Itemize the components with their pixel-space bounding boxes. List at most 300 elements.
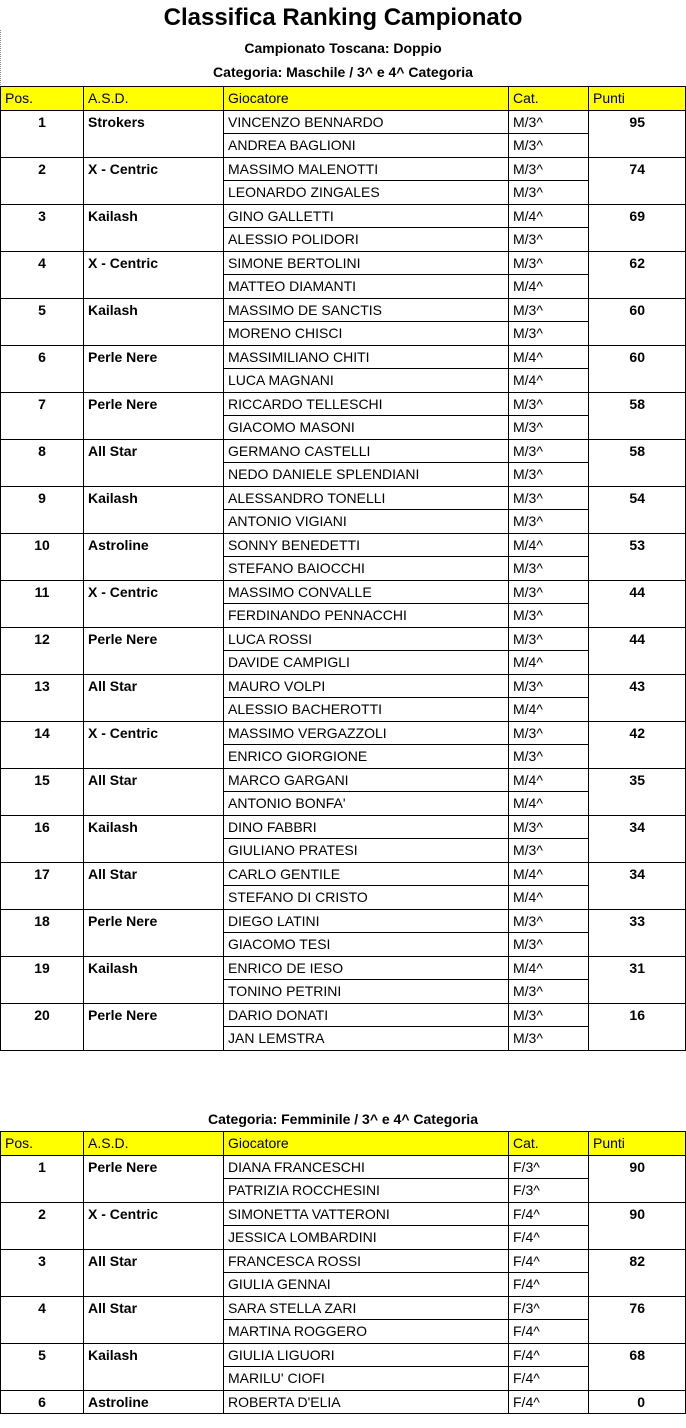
table-row — [1, 792, 686, 816]
position-cell-empty — [1, 416, 84, 440]
category-cell: M/3^ — [509, 228, 589, 252]
table-row — [1, 416, 686, 440]
player-cell: MARILU' CIOFI — [224, 1367, 509, 1391]
club-cell-empty — [84, 181, 224, 205]
position-cell: 16 — [1, 815, 84, 839]
points-cell-empty — [589, 1320, 686, 1344]
category-cell: M/3^ — [509, 298, 589, 322]
player-cell: ALESSIO BACHEROTTI — [224, 698, 509, 722]
position-cell: 1 — [1, 1155, 84, 1179]
club-cell-empty — [84, 228, 224, 252]
player-cell: MASSIMO DE SANCTIS — [224, 298, 509, 322]
club-cell-empty — [84, 416, 224, 440]
category-cell: M/4^ — [509, 204, 589, 228]
position-cell-empty — [1, 886, 84, 910]
position-cell: 10 — [1, 533, 84, 557]
table-row — [1, 1202, 686, 1226]
position-cell-empty — [1, 933, 84, 957]
category-cell: M/3^ — [509, 157, 589, 181]
category-cell: M/3^ — [509, 604, 589, 628]
points-cell: 34 — [589, 815, 686, 839]
position-cell-empty — [1, 510, 84, 534]
points-cell-empty — [589, 369, 686, 393]
club-cell-empty — [84, 134, 224, 158]
table-row — [1, 275, 686, 299]
position-cell-empty — [1, 1027, 84, 1051]
points-cell-empty — [589, 510, 686, 534]
table-row — [1, 651, 686, 675]
category-cell: M/3^ — [509, 580, 589, 604]
points-cell-empty — [589, 181, 686, 205]
player-cell: GIULIA GENNAI — [224, 1273, 509, 1297]
table-row — [1, 298, 686, 322]
player-cell: NEDO DANIELE SPLENDIANI — [224, 463, 509, 487]
club-cell-empty — [84, 1226, 224, 1250]
points-cell-empty — [589, 134, 686, 158]
position-cell-empty — [1, 980, 84, 1004]
position-cell-empty — [1, 1367, 84, 1391]
table-row — [1, 815, 686, 839]
category-cell: M/3^ — [509, 392, 589, 416]
header-pos: Pos. — [1, 1132, 84, 1156]
position-cell: 4 — [1, 251, 84, 275]
category-cell: F/4^ — [509, 1226, 589, 1250]
category-cell: F/4^ — [509, 1202, 589, 1226]
table-row — [1, 862, 686, 886]
club-cell-empty — [84, 745, 224, 769]
table-row — [1, 698, 686, 722]
club-cell: All Star — [84, 674, 224, 698]
club-cell-empty — [84, 1179, 224, 1203]
position-cell-empty — [1, 275, 84, 299]
category-cell: M/3^ — [509, 909, 589, 933]
club-cell: Perle Nere — [84, 392, 224, 416]
female-ranking-table — [0, 1131, 686, 1414]
position-cell-empty — [1, 745, 84, 769]
player-cell: ANTONIO VIGIANI — [224, 510, 509, 534]
table-row — [1, 886, 686, 910]
points-cell-empty — [589, 651, 686, 675]
page-subtitle: Campionato Toscana: Doppio — [244, 40, 442, 56]
club-cell-empty — [84, 980, 224, 1004]
position-cell: 2 — [1, 157, 84, 181]
points-cell-empty — [589, 698, 686, 722]
player-cell: SIMONETTA VATTERONI — [224, 1202, 509, 1226]
points-cell: 69 — [589, 204, 686, 228]
position-cell: 7 — [1, 392, 84, 416]
category-cell: M/3^ — [509, 322, 589, 346]
table-row — [1, 956, 686, 980]
player-cell: GIULIA LIGUORI — [224, 1343, 509, 1367]
table-row — [1, 1155, 686, 1179]
category-cell: M/4^ — [509, 792, 589, 816]
table-row — [1, 439, 686, 463]
header-category: Cat. — [509, 1132, 589, 1156]
points-cell: 90 — [589, 1155, 686, 1179]
player-cell: MASSIMILIANO CHITI — [224, 345, 509, 369]
position-cell: 1 — [1, 110, 84, 134]
header-player: Giocatore — [224, 87, 509, 111]
club-cell: Perle Nere — [84, 627, 224, 651]
position-cell-empty — [1, 651, 84, 675]
position-cell-empty — [1, 369, 84, 393]
table-row — [1, 768, 686, 792]
position-cell-empty — [1, 181, 84, 205]
points-cell-empty — [589, 792, 686, 816]
club-cell-empty — [84, 1367, 224, 1391]
category-cell: M/3^ — [509, 933, 589, 957]
player-cell: GINO GALLETTI — [224, 204, 509, 228]
club-cell: Perle Nere — [84, 1155, 224, 1179]
table-row — [1, 674, 686, 698]
position-cell-empty — [1, 134, 84, 158]
category-cell: M/4^ — [509, 369, 589, 393]
position-cell-empty — [1, 792, 84, 816]
table-row — [1, 1226, 686, 1250]
position-cell: 3 — [1, 204, 84, 228]
player-cell: ALESSANDRO TONELLI — [224, 486, 509, 510]
player-cell: FRANCESCA ROSSI — [224, 1249, 509, 1273]
player-cell: MAURO VOLPI — [224, 674, 509, 698]
points-cell: 90 — [589, 1202, 686, 1226]
points-cell-empty — [589, 1226, 686, 1250]
position-cell-empty — [1, 839, 84, 863]
header-asd: A.S.D. — [84, 87, 224, 111]
table-row — [1, 157, 686, 181]
points-cell: 82 — [589, 1249, 686, 1273]
points-cell: 44 — [589, 580, 686, 604]
header-pos: Pos. — [1, 87, 84, 111]
position-cell-empty — [1, 463, 84, 487]
position-cell-empty — [1, 1273, 84, 1297]
player-cell: STEFANO DI CRISTO — [224, 886, 509, 910]
player-cell: DARIO DONATI — [224, 1003, 509, 1027]
category-cell: M/3^ — [509, 815, 589, 839]
category-cell: M/3^ — [509, 1027, 589, 1051]
club-cell-empty — [84, 698, 224, 722]
club-cell: X - Centric — [84, 251, 224, 275]
category-cell: M/3^ — [509, 463, 589, 487]
category-cell: F/4^ — [509, 1367, 589, 1391]
points-cell: 68 — [589, 1343, 686, 1367]
position-cell: 3 — [1, 1249, 84, 1273]
category-cell: M/3^ — [509, 1003, 589, 1027]
category-cell: F/4^ — [509, 1390, 589, 1414]
position-cell: 5 — [1, 298, 84, 322]
points-cell: 60 — [589, 345, 686, 369]
points-cell: 34 — [589, 862, 686, 886]
points-cell-empty — [589, 1179, 686, 1203]
position-cell: 13 — [1, 674, 84, 698]
table-row — [1, 533, 686, 557]
club-cell-empty — [84, 322, 224, 346]
category-cell: F/4^ — [509, 1249, 589, 1273]
table-row — [1, 909, 686, 933]
table-row — [1, 345, 686, 369]
table-row — [1, 745, 686, 769]
position-cell-empty — [1, 557, 84, 581]
points-cell: 31 — [589, 956, 686, 980]
category-cell: M/4^ — [509, 886, 589, 910]
position-cell: 9 — [1, 486, 84, 510]
club-cell-empty — [84, 604, 224, 628]
club-cell-empty — [84, 933, 224, 957]
player-cell: SIMONE BERTOLINI — [224, 251, 509, 275]
points-cell: 60 — [589, 298, 686, 322]
points-cell-empty — [589, 1367, 686, 1391]
club-cell-empty — [84, 1027, 224, 1051]
category-cell: F/3^ — [509, 1296, 589, 1320]
category-cell: M/4^ — [509, 345, 589, 369]
table-row — [1, 1343, 686, 1367]
category-cell: M/3^ — [509, 181, 589, 205]
position-cell-empty — [1, 228, 84, 252]
player-cell: JAN LEMSTRA — [224, 1027, 509, 1051]
table-row — [1, 580, 686, 604]
table-row — [1, 1367, 686, 1391]
player-cell: MARTINA ROGGERO — [224, 1320, 509, 1344]
position-cell-empty — [1, 1320, 84, 1344]
points-cell-empty — [589, 463, 686, 487]
points-cell-empty — [589, 1027, 686, 1051]
category-cell: M/3^ — [509, 745, 589, 769]
club-cell: All Star — [84, 862, 224, 886]
club-cell: X - Centric — [84, 1202, 224, 1226]
table-row — [1, 933, 686, 957]
category-cell: F/3^ — [509, 1155, 589, 1179]
table-row — [1, 980, 686, 1004]
club-cell: X - Centric — [84, 580, 224, 604]
player-cell: DINO FABBRI — [224, 815, 509, 839]
category-cell: M/4^ — [509, 862, 589, 886]
category-cell: M/4^ — [509, 956, 589, 980]
points-cell-empty — [589, 1273, 686, 1297]
player-cell: ENRICO DE IESO — [224, 956, 509, 980]
category-cell: M/3^ — [509, 980, 589, 1004]
position-cell: 4 — [1, 1296, 84, 1320]
club-cell: All Star — [84, 1249, 224, 1273]
club-cell-empty — [84, 839, 224, 863]
player-cell: MARCO GARGANI — [224, 768, 509, 792]
club-cell-empty — [84, 557, 224, 581]
category-cell: M/4^ — [509, 651, 589, 675]
table-row — [1, 1003, 686, 1027]
club-cell-empty — [84, 886, 224, 910]
points-cell: 35 — [589, 768, 686, 792]
position-cell: 18 — [1, 909, 84, 933]
points-cell-empty — [589, 604, 686, 628]
player-cell: LUCA ROSSI — [224, 627, 509, 651]
points-cell-empty — [589, 228, 686, 252]
category-cell: F/3^ — [509, 1179, 589, 1203]
category-cell: M/3^ — [509, 416, 589, 440]
player-cell: ENRICO GIORGIONE — [224, 745, 509, 769]
player-cell: JESSICA LOMBARDINI — [224, 1226, 509, 1250]
position-cell: 14 — [1, 721, 84, 745]
club-cell-empty — [84, 275, 224, 299]
player-cell: LEONARDO ZINGALES — [224, 181, 509, 205]
club-cell: All Star — [84, 768, 224, 792]
header-category: Cat. — [509, 87, 589, 111]
category-cell: M/3^ — [509, 674, 589, 698]
player-cell: SARA STELLA ZARI — [224, 1296, 509, 1320]
points-cell-empty — [589, 980, 686, 1004]
table-row — [1, 627, 686, 651]
category-cell: M/3^ — [509, 627, 589, 651]
points-cell: 0 — [589, 1390, 686, 1414]
club-cell-empty — [84, 792, 224, 816]
points-cell-empty — [589, 933, 686, 957]
club-cell-empty — [84, 651, 224, 675]
points-cell-empty — [589, 839, 686, 863]
category-cell: M/3^ — [509, 486, 589, 510]
table-row — [1, 721, 686, 745]
points-cell-empty — [589, 745, 686, 769]
points-cell: 74 — [589, 157, 686, 181]
category-cell: F/4^ — [509, 1320, 589, 1344]
table-row — [1, 1249, 686, 1273]
header-points: Punti — [589, 87, 686, 111]
header-player: Giocatore — [224, 1132, 509, 1156]
club-cell: Kailash — [84, 1343, 224, 1367]
points-cell: 33 — [589, 909, 686, 933]
club-cell: Strokers — [84, 110, 224, 134]
category-cell: M/3^ — [509, 510, 589, 534]
club-cell: Kailash — [84, 298, 224, 322]
female-category-title: Categoria: Femminile / 3^ e 4^ Categoria — [208, 1111, 478, 1127]
category-cell: M/4^ — [509, 768, 589, 792]
position-cell: 19 — [1, 956, 84, 980]
points-cell: 43 — [589, 674, 686, 698]
points-cell: 16 — [589, 1003, 686, 1027]
player-cell: SONNY BENEDETTI — [224, 533, 509, 557]
category-cell: M/3^ — [509, 721, 589, 745]
category-cell: M/3^ — [509, 557, 589, 581]
club-cell-empty — [84, 510, 224, 534]
table-row — [1, 604, 686, 628]
player-cell: CARLO GENTILE — [224, 862, 509, 886]
position-cell-empty — [1, 1179, 84, 1203]
header-asd: A.S.D. — [84, 1132, 224, 1156]
player-cell: MASSIMO VERGAZZOLI — [224, 721, 509, 745]
table-row — [1, 181, 686, 205]
club-cell: Astroline — [84, 1390, 224, 1414]
club-cell: Perle Nere — [84, 1003, 224, 1027]
table-row — [1, 839, 686, 863]
player-cell: ROBERTA D'ELIA — [224, 1390, 509, 1414]
table-header-row — [1, 87, 686, 111]
table-row — [1, 510, 686, 534]
category-cell: M/3^ — [509, 110, 589, 134]
points-cell: 62 — [589, 251, 686, 275]
club-cell-empty — [84, 1320, 224, 1344]
position-cell: 6 — [1, 1390, 84, 1414]
table-row — [1, 1027, 686, 1051]
table-row — [1, 1273, 686, 1297]
player-cell: TONINO PETRINI — [224, 980, 509, 1004]
player-cell: GIACOMO MASONI — [224, 416, 509, 440]
table-row — [1, 557, 686, 581]
player-cell: VINCENZO BENNARDO — [224, 110, 509, 134]
points-cell: 54 — [589, 486, 686, 510]
table-row — [1, 463, 686, 487]
points-cell-empty — [589, 322, 686, 346]
points-cell: 58 — [589, 392, 686, 416]
player-cell: MASSIMO MALENOTTI — [224, 157, 509, 181]
category-cell: M/3^ — [509, 134, 589, 158]
player-cell: GIACOMO TESI — [224, 933, 509, 957]
club-cell: X - Centric — [84, 157, 224, 181]
header-points: Punti — [589, 1132, 686, 1156]
table-row — [1, 251, 686, 275]
position-cell: 11 — [1, 580, 84, 604]
table-row — [1, 204, 686, 228]
position-cell-empty — [1, 322, 84, 346]
player-cell: MATTEO DIAMANTI — [224, 275, 509, 299]
club-cell: Perle Nere — [84, 345, 224, 369]
player-cell: LUCA MAGNANI — [224, 369, 509, 393]
points-cell: 76 — [589, 1296, 686, 1320]
club-cell-empty — [84, 1273, 224, 1297]
category-cell: M/3^ — [509, 439, 589, 463]
points-cell: 53 — [589, 533, 686, 557]
player-cell: ALESSIO POLIDORI — [224, 228, 509, 252]
club-cell: Kailash — [84, 956, 224, 980]
club-cell: All Star — [84, 439, 224, 463]
position-cell: 17 — [1, 862, 84, 886]
points-cell: 44 — [589, 627, 686, 651]
club-cell: Kailash — [84, 486, 224, 510]
player-cell: GERMANO CASTELLI — [224, 439, 509, 463]
player-cell: ANTONIO BONFA' — [224, 792, 509, 816]
position-cell: 8 — [1, 439, 84, 463]
player-cell: MASSIMO CONVALLE — [224, 580, 509, 604]
club-cell: Kailash — [84, 815, 224, 839]
player-cell: STEFANO BAIOCCHI — [224, 557, 509, 581]
points-cell: 42 — [589, 721, 686, 745]
category-cell: M/4^ — [509, 533, 589, 557]
player-cell: DIEGO LATINI — [224, 909, 509, 933]
category-cell: M/4^ — [509, 275, 589, 299]
table-row — [1, 1320, 686, 1344]
club-cell: X - Centric — [84, 721, 224, 745]
club-cell: Perle Nere — [84, 909, 224, 933]
category-cell: M/3^ — [509, 251, 589, 275]
club-cell-empty — [84, 369, 224, 393]
position-cell: 15 — [1, 768, 84, 792]
table-row — [1, 369, 686, 393]
points-cell-empty — [589, 416, 686, 440]
player-cell: ANDREA BAGLIONI — [224, 134, 509, 158]
points-cell: 95 — [589, 110, 686, 134]
position-cell: 12 — [1, 627, 84, 651]
club-cell: Astroline — [84, 533, 224, 557]
table-row — [1, 322, 686, 346]
position-cell-empty — [1, 604, 84, 628]
table-row — [1, 486, 686, 510]
position-cell: 6 — [1, 345, 84, 369]
player-cell: FERDINANDO PENNACCHI — [224, 604, 509, 628]
table-row — [1, 134, 686, 158]
category-cell: F/4^ — [509, 1273, 589, 1297]
table-row — [1, 1390, 686, 1414]
player-cell: PATRIZIA ROCCHESINI — [224, 1179, 509, 1203]
points-cell: 58 — [589, 439, 686, 463]
club-cell-empty — [84, 463, 224, 487]
male-ranking-table — [0, 86, 686, 1051]
player-cell: DAVIDE CAMPIGLI — [224, 651, 509, 675]
position-cell: 5 — [1, 1343, 84, 1367]
